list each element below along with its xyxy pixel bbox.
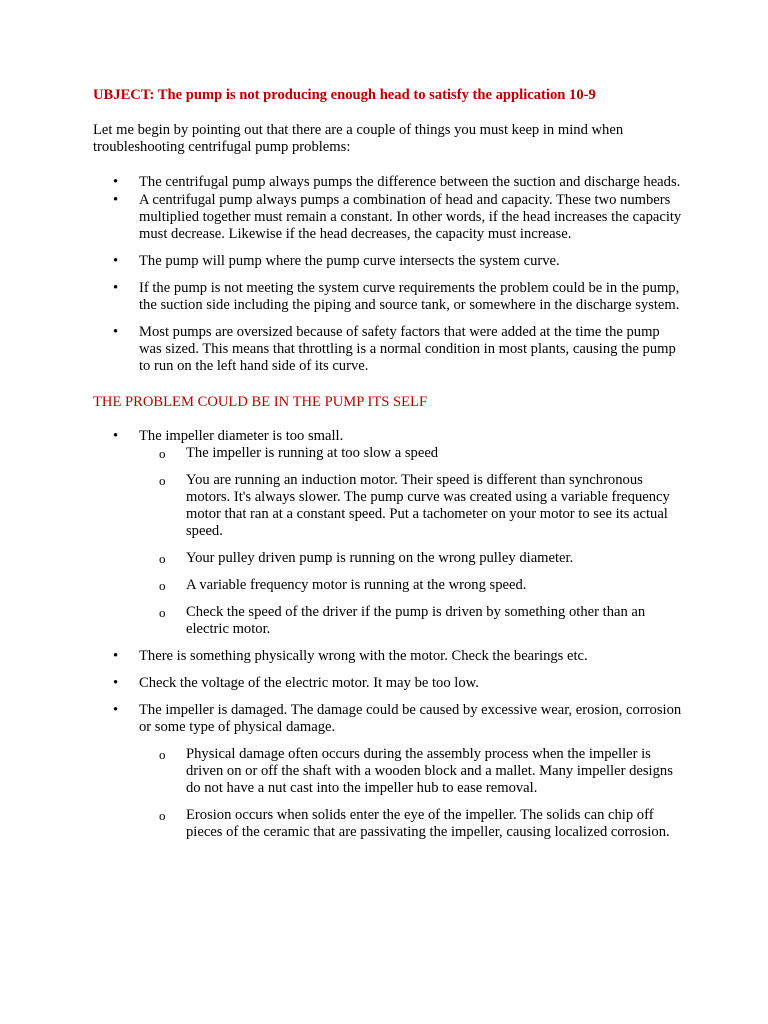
sub-list-item (93, 807, 683, 841)
list-item (93, 428, 683, 638)
list-item-text: The centrifugal pump always pumps the difference between the suction and discharge heads. (139, 174, 681, 190)
sub-bullet-icon: o (159, 578, 166, 593)
list-item (93, 702, 683, 841)
list-item (93, 648, 683, 665)
sub-list-item-text: Physical damage often occurs during the assembly process when the impeller is driven on or off the shaft with a wooden block and a mallet. Many impeller designs do not have a nut cast into the impeller hub to ease removal. (186, 746, 673, 796)
bullet-icon: • (113, 648, 119, 664)
sub-list-item (93, 472, 683, 540)
sub-list-item (93, 577, 683, 594)
list-item-text: The pump will pump where the pump curve intersects the system curve. (139, 253, 560, 269)
sub-list-item-text: Your pulley driven pump is running on the wrong pulley diameter. (186, 550, 574, 566)
sub-bullet-icon: o (159, 808, 166, 823)
sub-list-item (93, 550, 683, 567)
sub-list-item (93, 746, 683, 797)
list-item (93, 253, 683, 270)
sub-list-item-text: You are running an induction motor. Their speed is different than synchronous motors. It's always slower. The pump curve was created using a variable frequency motor that ran at a constant speed. Put a tachometer on your motor to see its actual speed. (186, 472, 670, 539)
list-item-text: A centrifugal pump always pumps a combination of head and capacity. These two numbers multiplied together must remain a constant. In other words, if the head increases the capacity must decrease. Likewise if the head decreases, the capacity must increase. (139, 192, 682, 242)
sub-list-item (93, 445, 683, 462)
list-item (93, 280, 683, 314)
tips-list (93, 174, 683, 375)
sub-list-item-text: Erosion occurs when solids enter the eye of the impeller. The solids can chip off pieces of the ceramic that are passivating the impeller, causing localized corrosion. (186, 807, 670, 840)
sub-bullet-icon: o (159, 747, 166, 762)
bullet-icon: • (113, 702, 119, 718)
bullet-icon: • (113, 280, 119, 296)
intro-paragraph: Let me begin by pointing out that there are a couple of things you must keep in mind when troubleshooting centrifugal pump problems: (93, 122, 624, 155)
bullet-icon: • (113, 324, 119, 340)
sub-list-item-text: Check the speed of the driver if the pump is driven by something other than an electric motor. (186, 604, 646, 637)
list-item-text: Most pumps are oversized because of safety factors that were added at the time the pump was sized. This means that throttling is a normal condition in most plants, causing the pump to run on the left hand side of its curve. (139, 324, 676, 374)
list-item-text: The impeller diameter is too small. (139, 428, 344, 444)
sub-list-item (93, 604, 683, 638)
sub-bullet-icon: o (159, 551, 166, 566)
sub-bullet-icon: o (159, 446, 166, 461)
sub-bullet-icon: o (159, 605, 166, 620)
sub-list-item-text: The impeller is running at too slow a speed (186, 445, 439, 461)
sub-bullet-icon: o (159, 473, 166, 488)
list-item (93, 675, 683, 692)
subject-heading: UBJECT: The pump is not producing enough head to satisfy the application 10-9 (93, 87, 596, 103)
list-item-text: There is something physically wrong with the motor. Check the bearings etc. (139, 648, 588, 664)
sub-list (139, 445, 683, 638)
section-heading: THE PROBLEM COULD BE IN THE PUMP ITS SELF (93, 394, 428, 410)
document-page (93, 87, 683, 841)
list-item-text: The impeller is damaged. The damage could be caused by excessive wear, erosion, corrosion or some type of physical damage. (139, 702, 682, 735)
list-item (93, 324, 683, 375)
bullet-icon: • (113, 253, 119, 269)
list-item-text: Check the voltage of the electric motor. It may be too low. (139, 675, 479, 691)
problems-list (93, 428, 683, 841)
sub-list-item-text: A variable frequency motor is running at the wrong speed. (186, 577, 527, 593)
list-item-text: If the pump is not meeting the system curve requirements the problem could be in the pump, the suction side including the piping and source tank, or somewhere in the discharge system. (139, 280, 680, 313)
list-item (93, 192, 683, 243)
sub-list (139, 746, 683, 841)
list-item (93, 174, 683, 191)
bullet-icon: • (113, 174, 119, 190)
bullet-icon: • (113, 192, 119, 208)
bullet-icon: • (113, 428, 119, 444)
bullet-icon: • (113, 675, 119, 691)
